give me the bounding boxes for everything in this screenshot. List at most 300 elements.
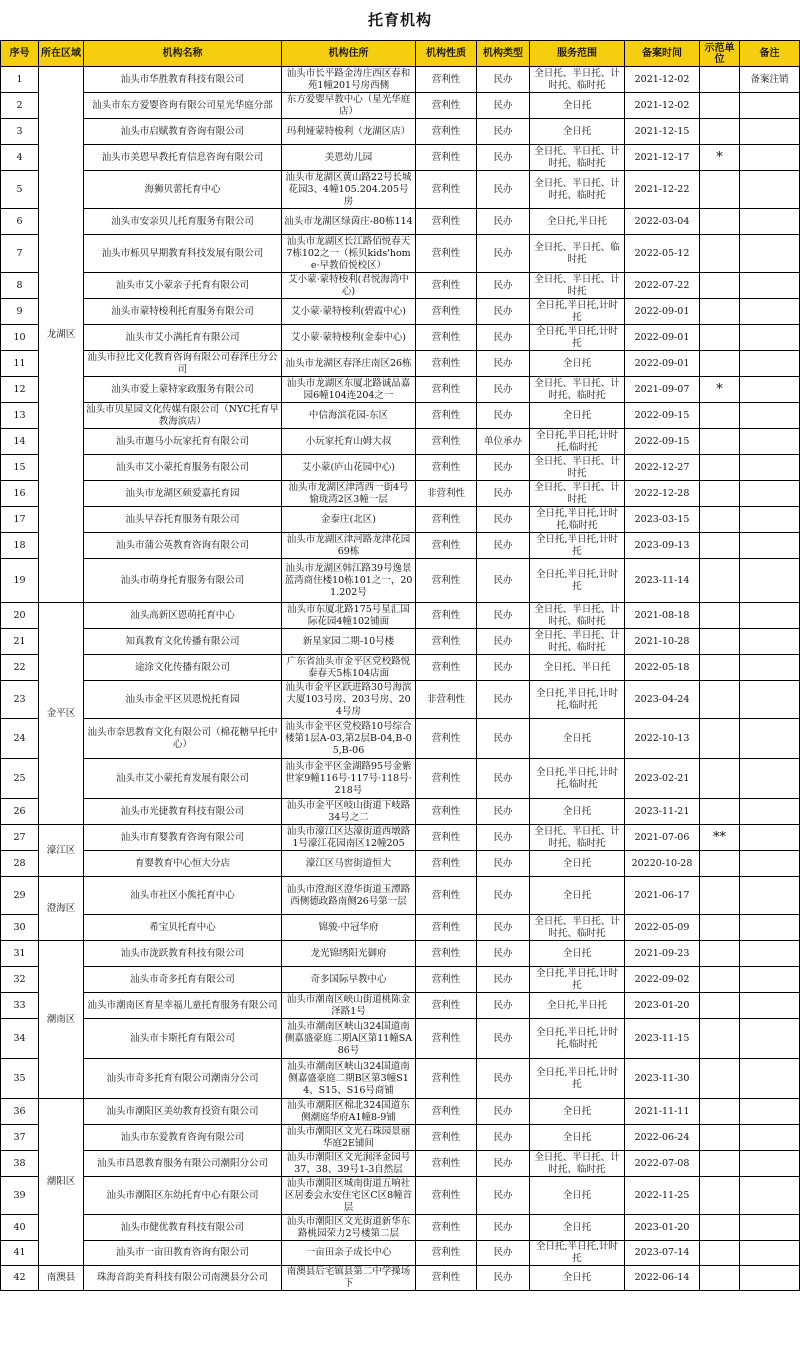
table-row	[1, 1059, 800, 1099]
table-row	[1, 603, 800, 629]
cell-date: 2022-06-14	[625, 1266, 700, 1291]
cell-address: 艾小蒙(庐山花园中心)	[282, 455, 416, 481]
table-row	[1, 119, 800, 145]
cell-note	[740, 1019, 800, 1059]
cell-note	[740, 351, 800, 377]
cell-note	[740, 507, 800, 533]
page-title: 托育机构	[367, 11, 432, 29]
cell-date: 2022-05-12	[625, 235, 700, 273]
table-row	[1, 1125, 800, 1151]
cell-note	[740, 719, 800, 759]
cell-scope: 全日托、半日托、计时托、临时托	[530, 603, 625, 629]
cell-address: 汕头市潮南区峡山街道桃陈金泽路1号	[282, 993, 416, 1019]
cell-scope: 全日托,半日托,计时托	[530, 1241, 625, 1266]
col-header-type: 机构类型	[477, 41, 530, 67]
cell-no: 10	[1, 325, 39, 351]
cell-type: 民办	[477, 851, 530, 877]
cell-name: 汕头市蒲公英教育咨询有限公司	[84, 533, 282, 559]
cell-note	[740, 145, 800, 171]
cell-name: 汕头市拉比文化教育咨询有限公司春泽庄分公司	[84, 351, 282, 377]
cell-scope: 全日托、半日托	[530, 655, 625, 681]
cell-name: 汕头市萌身托育服务有限公司	[84, 559, 282, 603]
cell-type: 民办	[477, 993, 530, 1019]
cell-scope: 全日托,半日托	[530, 993, 625, 1019]
cell-type: 民办	[477, 877, 530, 915]
cell-date: 2021-08-18	[625, 603, 700, 629]
cell-scope: 全日托	[530, 1125, 625, 1151]
cell-demo	[700, 759, 740, 799]
cell-no: 12	[1, 377, 39, 403]
cell-no: 36	[1, 1099, 39, 1125]
cell-date: 2021-07-06	[625, 825, 700, 851]
table-row	[1, 235, 800, 273]
table-row	[1, 481, 800, 507]
cell-address: 汕头市潮阳区棉北324国道东侧潮庭华府A1幢8-9铺	[282, 1099, 416, 1125]
cell-demo	[700, 209, 740, 235]
cell-note	[740, 681, 800, 719]
cell-note	[740, 559, 800, 603]
cell-nature: 营利性	[416, 1099, 477, 1125]
cell-nature: 营利性	[416, 915, 477, 941]
cell-demo	[700, 403, 740, 429]
cell-type: 民办	[477, 1215, 530, 1241]
cell-note	[740, 1151, 800, 1177]
cell-nature: 营利性	[416, 1019, 477, 1059]
cell-nature: 营利性	[416, 119, 477, 145]
table-row	[1, 145, 800, 171]
cell-date: 2022-03-04	[625, 209, 700, 235]
table-row	[1, 559, 800, 603]
cell-name: 汕头市艾小满托育有限公司	[84, 325, 282, 351]
cell-name: 汕头市迦马小玩家托育有限公司	[84, 429, 282, 455]
cell-scope: 全日托	[530, 851, 625, 877]
cell-date: 2023-11-15	[625, 1019, 700, 1059]
cell-nature: 营利性	[416, 1059, 477, 1099]
cell-scope: 全日托、半日托、计时托、临时托	[530, 67, 625, 93]
cell-note	[740, 1241, 800, 1266]
cell-demo	[700, 1177, 740, 1215]
cell-note	[740, 273, 800, 299]
cell-note	[740, 967, 800, 993]
cell-demo	[700, 1241, 740, 1266]
cell-date: 2021-12-17	[625, 145, 700, 171]
cell-name: 汕头市金平区贝恩悦托育园	[84, 681, 282, 719]
cell-address: 汕头市澄海区澄华街道玉潭路西侧德政路南侧26号第一层	[282, 877, 416, 915]
cell-no: 35	[1, 1059, 39, 1099]
cell-no: 41	[1, 1241, 39, 1266]
cell-address: 汕头市金平区党校路10号综合楼第1层A-03,第2层B-04,B-05,B-06	[282, 719, 416, 759]
cell-demo	[700, 1099, 740, 1125]
cell-nature: 营利性	[416, 209, 477, 235]
cell-name: 汕头市栎贝早期教育科技发展有限公司	[84, 235, 282, 273]
cell-demo	[700, 915, 740, 941]
cell-district: 金平区	[39, 603, 84, 825]
cell-scope: 全日托	[530, 799, 625, 825]
table-row	[1, 915, 800, 941]
table-row	[1, 455, 800, 481]
table-row	[1, 681, 800, 719]
cell-nature: 营利性	[416, 851, 477, 877]
cell-name: 汕头市蒙特梭利托育服务有限公司	[84, 299, 282, 325]
cell-address: 汕头市潮南区峡山324国道南侧嘉盛豪庭二期A区第11幢SA86号	[282, 1019, 416, 1059]
cell-date: 2022-12-28	[625, 481, 700, 507]
cell-date: 2022-09-01	[625, 351, 700, 377]
cell-no: 31	[1, 941, 39, 967]
cell-date: 2022-06-24	[625, 1125, 700, 1151]
cell-demo	[700, 481, 740, 507]
table-row	[1, 171, 800, 209]
cell-nature: 营利性	[416, 1215, 477, 1241]
cell-name: 汕头市泷跃教育科技有限公司	[84, 941, 282, 967]
cell-name: 途涂文化传播有限公司	[84, 655, 282, 681]
col-header-demo: 示范单位	[700, 41, 740, 67]
cell-district: 澄海区	[39, 877, 84, 941]
cell-name: 汕头市光捷教育科技有限公司	[84, 799, 282, 825]
cell-type: 民办	[477, 171, 530, 209]
cell-demo: *	[700, 377, 740, 403]
cell-type: 民办	[477, 481, 530, 507]
col-header-scope: 服务范围	[530, 41, 625, 67]
col-header-nature: 机构性质	[416, 41, 477, 67]
cell-type: 民办	[477, 603, 530, 629]
cell-type: 民办	[477, 655, 530, 681]
cell-date: 2021-12-15	[625, 119, 700, 145]
table-body	[1, 67, 800, 1291]
cell-scope: 全日托,半日托,计时托	[530, 967, 625, 993]
cell-name: 汕头市艾小蒙托育发展有限公司	[84, 759, 282, 799]
cell-no: 13	[1, 403, 39, 429]
cell-name: 汕头市艾小蒙托育服务有限公司	[84, 455, 282, 481]
cell-name: 汕头市东爱教育咨询有限公司	[84, 1125, 282, 1151]
cell-address: 汕头市龙湖区东厦北路诚品嘉园6幢104连204之一	[282, 377, 416, 403]
cell-address: 南澳县后宅镇县第二中学操场下	[282, 1266, 416, 1291]
cell-type: 民办	[477, 273, 530, 299]
cell-nature: 营利性	[416, 1177, 477, 1215]
cell-nature: 营利性	[416, 759, 477, 799]
cell-nature: 营利性	[416, 825, 477, 851]
cell-nature: 营利性	[416, 455, 477, 481]
cell-no: 33	[1, 993, 39, 1019]
cell-nature: 营利性	[416, 273, 477, 299]
cell-type: 民办	[477, 235, 530, 273]
table-row	[1, 377, 800, 403]
cell-nature: 营利性	[416, 559, 477, 603]
cell-name: 育婴教育中心恒大分店	[84, 851, 282, 877]
cell-note	[740, 655, 800, 681]
cell-note	[740, 429, 800, 455]
cell-type: 民办	[477, 533, 530, 559]
cell-no: 14	[1, 429, 39, 455]
cell-no: 20	[1, 603, 39, 629]
cell-scope: 全日托,半日托	[530, 209, 625, 235]
cell-nature: 营利性	[416, 325, 477, 351]
cell-type: 民办	[477, 1125, 530, 1151]
cell-note	[740, 481, 800, 507]
cell-address: 艾小蒙·蒙特梭利(金泰中心)	[282, 325, 416, 351]
table-row	[1, 1099, 800, 1125]
table-row	[1, 299, 800, 325]
cell-demo	[700, 799, 740, 825]
cell-type: 民办	[477, 119, 530, 145]
cell-name: 海狮贝蕾托育中心	[84, 171, 282, 209]
cell-date: 2022-10-13	[625, 719, 700, 759]
cell-note	[740, 93, 800, 119]
cell-address: 汕头市龙湖区津湾西一街4号愉珑湾2区3幢一层	[282, 481, 416, 507]
table-row	[1, 1215, 800, 1241]
cell-nature: 营利性	[416, 67, 477, 93]
cell-no: 1	[1, 67, 39, 93]
cell-type: 民办	[477, 915, 530, 941]
cell-no: 42	[1, 1266, 39, 1291]
cell-scope: 全日托、半日托、计时托、临时托	[530, 1151, 625, 1177]
table-row	[1, 993, 800, 1019]
cell-date: 2021-12-22	[625, 171, 700, 209]
table-row	[1, 273, 800, 299]
cell-demo	[700, 171, 740, 209]
cell-nature: 营利性	[416, 351, 477, 377]
cell-note	[740, 825, 800, 851]
cell-type: 民办	[477, 403, 530, 429]
cell-note	[740, 325, 800, 351]
cell-name: 珠海音韵美育科技有限公司南澳县分公司	[84, 1266, 282, 1291]
cell-scope: 全日托,半日托,计时托	[530, 559, 625, 603]
table-row	[1, 851, 800, 877]
cell-no: 6	[1, 209, 39, 235]
cell-note	[740, 1059, 800, 1099]
cell-date: 2021-12-02	[625, 67, 700, 93]
cell-no: 38	[1, 1151, 39, 1177]
cell-name: 汕头市美恩早教托育信息咨询有限公司	[84, 145, 282, 171]
cell-name: 汕头市贝星园文化传媒有限公司（NYC托育早教海滨店）	[84, 403, 282, 429]
cell-no: 37	[1, 1125, 39, 1151]
cell-nature: 营利性	[416, 719, 477, 759]
cell-address: 濠江区马窖街道恒大	[282, 851, 416, 877]
cell-note	[740, 119, 800, 145]
cell-note	[740, 1099, 800, 1125]
cell-demo	[700, 655, 740, 681]
cell-type: 民办	[477, 325, 530, 351]
institution-table	[0, 40, 800, 1291]
cell-name: 知真教育文化传播有限公司	[84, 629, 282, 655]
cell-type: 民办	[477, 629, 530, 655]
cell-demo	[700, 629, 740, 655]
table-row	[1, 1266, 800, 1291]
cell-date: 2023-01-20	[625, 1215, 700, 1241]
cell-nature: 营利性	[416, 235, 477, 273]
cell-date: 2022-09-02	[625, 967, 700, 993]
cell-type: 民办	[477, 559, 530, 603]
cell-name: 汕头早吞托育服务有限公司	[84, 507, 282, 533]
cell-note	[740, 377, 800, 403]
cell-scope: 全日托、半日托、计时托	[530, 273, 625, 299]
table-row	[1, 67, 800, 93]
cell-date: 2023-02-21	[625, 759, 700, 799]
cell-scope: 全日托、半日托、计时托	[530, 481, 625, 507]
cell-scope: 全日托	[530, 941, 625, 967]
cell-nature: 营利性	[416, 93, 477, 119]
cell-no: 18	[1, 533, 39, 559]
cell-date: 2022-07-08	[625, 1151, 700, 1177]
cell-date: 2021-12-02	[625, 93, 700, 119]
cell-type: 民办	[477, 209, 530, 235]
cell-nature: 营利性	[416, 1266, 477, 1291]
cell-address: 汕头市长平路金涛庄西区春和苑1幢201号房西侧	[282, 67, 416, 93]
cell-scope: 全日托,半日托,计时托,临时托	[530, 507, 625, 533]
cell-address: 汕头市潮南区峡山324国道南侧嘉盛豪庭二期B区第3幢S14、S15、S16号商铺	[282, 1059, 416, 1099]
cell-scope: 全日托,半日托,计时托,临时托	[530, 681, 625, 719]
cell-note	[740, 1125, 800, 1151]
cell-district: 龙湖区	[39, 67, 84, 603]
cell-district: 南澳县	[39, 1266, 84, 1291]
cell-scope: 全日托,半日托,计时托	[530, 325, 625, 351]
cell-scope: 全日托,半日托,计时托	[530, 533, 625, 559]
cell-type: 民办	[477, 145, 530, 171]
cell-no: 2	[1, 93, 39, 119]
cell-no: 8	[1, 273, 39, 299]
cell-scope: 全日托、半日托、计时托、临时托	[530, 629, 625, 655]
cell-demo	[700, 1019, 740, 1059]
cell-date: 2023-09-13	[625, 533, 700, 559]
cell-name: 汕头市一亩田教育咨询有限公司	[84, 1241, 282, 1266]
cell-name: 汕头高新区恩萌托育中心	[84, 603, 282, 629]
cell-name: 汕头市东方爱婴咨询有限公司星光华庭分部	[84, 93, 282, 119]
cell-demo	[700, 119, 740, 145]
cell-no: 27	[1, 825, 39, 851]
cell-no: 25	[1, 759, 39, 799]
cell-address: 汕头市金平区岐山街道下岐路34号之二	[282, 799, 416, 825]
cell-date: 2023-04-24	[625, 681, 700, 719]
cell-name: 汕头市华胜教育科技有限公司	[84, 67, 282, 93]
cell-address: 新星家园二期-10号楼	[282, 629, 416, 655]
table-row	[1, 209, 800, 235]
cell-demo	[700, 603, 740, 629]
cell-demo	[700, 877, 740, 915]
cell-no: 39	[1, 1177, 39, 1215]
cell-scope: 全日托	[530, 119, 625, 145]
cell-address: 汕头市潮阳区文光涧泽金园号37、38、39号1-3自然层	[282, 1151, 416, 1177]
cell-date: 2022-09-15	[625, 403, 700, 429]
cell-note	[740, 799, 800, 825]
cell-demo	[700, 1215, 740, 1241]
cell-type: 民办	[477, 719, 530, 759]
cell-date: 2022-05-18	[625, 655, 700, 681]
cell-district: 潮南区	[39, 941, 84, 1099]
cell-type: 民办	[477, 1099, 530, 1125]
cell-date: 2023-07-14	[625, 1241, 700, 1266]
cell-date: 2022-11-25	[625, 1177, 700, 1215]
table-row	[1, 325, 800, 351]
cell-no: 26	[1, 799, 39, 825]
cell-scope: 全日托,半日托,计时托	[530, 1059, 625, 1099]
cell-note	[740, 941, 800, 967]
cell-no: 3	[1, 119, 39, 145]
cell-demo	[700, 1125, 740, 1151]
cell-date: 2021-06-17	[625, 877, 700, 915]
cell-note	[740, 759, 800, 799]
cell-no: 5	[1, 171, 39, 209]
table-row	[1, 877, 800, 915]
cell-no: 21	[1, 629, 39, 655]
cell-no: 17	[1, 507, 39, 533]
cell-scope: 全日托、半日托、计时托	[530, 455, 625, 481]
cell-demo	[700, 941, 740, 967]
cell-address: 美恩幼儿园	[282, 145, 416, 171]
cell-nature: 营利性	[416, 655, 477, 681]
cell-date: 2023-11-30	[625, 1059, 700, 1099]
cell-scope: 全日托、半日托、计时托、临时托	[530, 377, 625, 403]
cell-name: 汕头市潮阳区东幼托育中心有限公司	[84, 1177, 282, 1215]
cell-scope: 全日托、半日托、计时托、临时托	[530, 915, 625, 941]
cell-address: 汕头市龙湖区韩江路39号逸景蓝湾商住楼10栋101之一，201.202号	[282, 559, 416, 603]
cell-name: 汕头市启赋教育咨询有限公司	[84, 119, 282, 145]
table-row	[1, 825, 800, 851]
cell-scope: 全日托,半日托,计时托	[530, 299, 625, 325]
cell-note	[740, 299, 800, 325]
cell-no: 11	[1, 351, 39, 377]
cell-scope: 全日托,半日托,计时托,临时托	[530, 759, 625, 799]
cell-type: 单位承办	[477, 429, 530, 455]
cell-scope: 全日托、半日托、计时托、临时托	[530, 145, 625, 171]
table-row	[1, 403, 800, 429]
cell-demo	[700, 967, 740, 993]
cell-demo: **	[700, 825, 740, 851]
cell-address: 广东省汕头市金平区党校路悦泰春天5栋104店面	[282, 655, 416, 681]
cell-date: 2023-11-14	[625, 559, 700, 603]
cell-address: 汕头市龙湖区长江路佰悦春天7栋102之一（栎贝kids'home·早教佰悦校区）	[282, 235, 416, 273]
cell-date: 2023-01-20	[625, 993, 700, 1019]
cell-nature: 营利性	[416, 1151, 477, 1177]
cell-demo	[700, 507, 740, 533]
cell-demo	[700, 235, 740, 273]
cell-no: 9	[1, 299, 39, 325]
cell-demo	[700, 455, 740, 481]
table-row	[1, 719, 800, 759]
cell-address: 汕头市龙湖区津河路龙津花园69栋	[282, 533, 416, 559]
col-header-no: 序号	[1, 41, 39, 67]
cell-address: 汕头市潮阳区文光街道新华东路桃园荣力2号楼第二层	[282, 1215, 416, 1241]
cell-note	[740, 851, 800, 877]
cell-nature: 营利性	[416, 171, 477, 209]
table-row	[1, 1019, 800, 1059]
cell-nature: 营利性	[416, 603, 477, 629]
cell-scope: 全日托	[530, 1099, 625, 1125]
cell-scope: 全日托、半日托、计时托、临时托	[530, 825, 625, 851]
cell-type: 民办	[477, 967, 530, 993]
cell-scope: 全日托	[530, 1215, 625, 1241]
cell-address: 汕头市龙湖区春泽庄南区26栋	[282, 351, 416, 377]
cell-address: 龙光锦绣阳光御府	[282, 941, 416, 967]
cell-district: 濠江区	[39, 825, 84, 877]
cell-note	[740, 1215, 800, 1241]
cell-name: 汕头市健优教育科技有限公司	[84, 1215, 282, 1241]
cell-note	[740, 915, 800, 941]
cell-scope: 全日托	[530, 719, 625, 759]
cell-date: 2022-07-22	[625, 273, 700, 299]
cell-no: 40	[1, 1215, 39, 1241]
cell-date: 2022-05-09	[625, 915, 700, 941]
cell-type: 民办	[477, 825, 530, 851]
cell-nature: 营利性	[416, 967, 477, 993]
cell-type: 民办	[477, 507, 530, 533]
cell-type: 民办	[477, 299, 530, 325]
cell-address: 金泰庄(北区)	[282, 507, 416, 533]
table-row	[1, 799, 800, 825]
cell-demo	[700, 1266, 740, 1291]
cell-type: 民办	[477, 681, 530, 719]
cell-demo	[700, 851, 740, 877]
table-row	[1, 941, 800, 967]
cell-date: 2022-09-15	[625, 429, 700, 455]
